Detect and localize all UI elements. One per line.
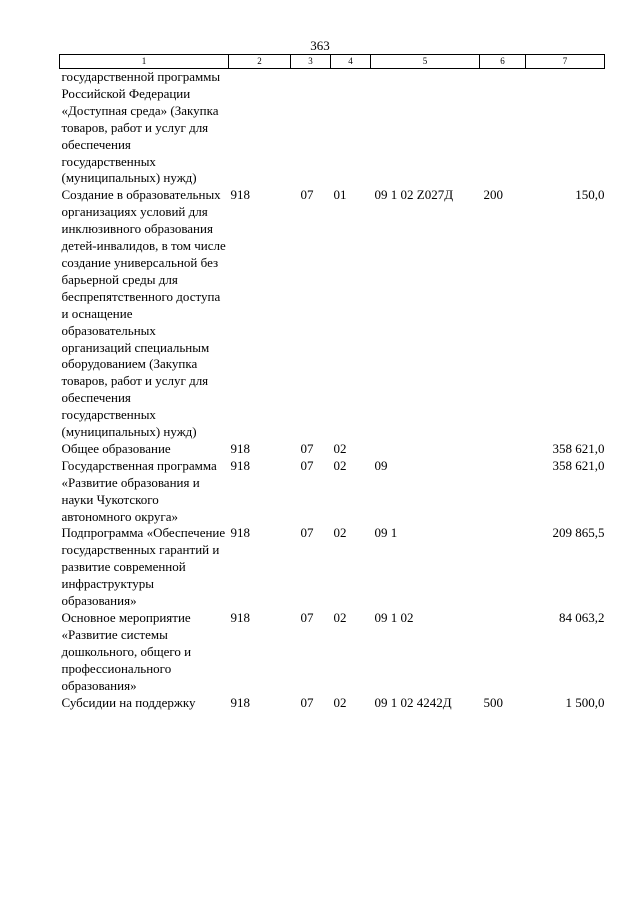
- row-admin-code: 918: [230, 610, 250, 625]
- row-name: государственной программы Российской Федерации «Доступная среда» (Закупка товаров, работ и услуг для обеспечения государственных (муниципальных) нужд): [61, 69, 221, 186]
- table-row: [60, 458, 605, 526]
- row-expense-type: [480, 458, 526, 526]
- row-target-article: 09 1 02: [374, 610, 414, 625]
- row-target-article: 09 1 02 Z027Д: [374, 187, 454, 203]
- row-target-article: 09: [374, 457, 388, 473]
- row-amount: [526, 69, 605, 188]
- row-amount: 358 621,0: [552, 440, 605, 456]
- row-amount: 150,0: [575, 187, 605, 203]
- row-subsection: 02: [333, 694, 347, 710]
- row-name: Субсидии на поддержку: [61, 694, 196, 710]
- row-name: Государственная программа «Развитие образования и науки Чукотского автономного округа»: [61, 457, 217, 524]
- row-admin-code: [229, 69, 291, 188]
- column-number-6: 6: [480, 55, 526, 69]
- row-target-article: 09 1 02 4242Д: [374, 694, 452, 710]
- row-admin-code: 918: [230, 457, 250, 473]
- row-name: Общее образование: [61, 440, 171, 456]
- row-target-article: [371, 69, 480, 188]
- row-admin-code: 918: [230, 694, 250, 710]
- column-number-7: 7: [526, 55, 605, 69]
- row-name: Основное мероприятие «Развитие системы дошкольного, общего и профессионального образования»: [61, 610, 192, 693]
- row-expense-type: 200: [483, 187, 503, 203]
- row-subsection: 02: [333, 610, 347, 625]
- row-section: [291, 69, 331, 188]
- row-target-article: [371, 441, 480, 458]
- row-expense-type: [480, 441, 526, 458]
- row-expense-type: 500: [483, 694, 503, 710]
- row-amount: 1 500,0: [565, 694, 605, 710]
- column-number-3: 3: [291, 55, 331, 69]
- column-number-row: [60, 55, 605, 69]
- row-amount: 358 621,0: [552, 457, 605, 473]
- row-subsection: 02: [333, 525, 347, 541]
- table-row: [60, 695, 605, 712]
- row-subsection: 02: [333, 440, 347, 456]
- budget-table: [59, 54, 605, 711]
- row-name: Подпрограмма «Обеспечение государственных гарантий и развитие современной инфраструктуры образования»: [61, 525, 226, 609]
- row-subsection: 01: [333, 187, 347, 203]
- column-number-1: 1: [60, 55, 229, 69]
- table-row: [60, 610, 605, 695]
- column-number-4: 4: [331, 55, 371, 69]
- table-row: [60, 187, 605, 441]
- row-admin-code: 918: [230, 440, 250, 456]
- row-expense-type: [480, 525, 526, 610]
- row-expense-type: [480, 610, 526, 695]
- table-row: [60, 69, 605, 188]
- row-subsection: 02: [333, 457, 347, 473]
- page-number: 363: [310, 38, 330, 53]
- column-number-5: 5: [371, 55, 480, 69]
- row-section: 07: [300, 525, 314, 541]
- row-expense-type: [480, 69, 526, 188]
- row-section: 07: [300, 457, 314, 473]
- row-name: Создание в образовательных организациях условий для инклюзивного образования детей-инвалидов, в том числе создание универсальной без барьерной среды для беспрепятственного доступа и оснащение образовательных организаций специальным оборудованием (Закупка товаров, работ и услуг для обеспечения государственных (муниципальных) нужд): [61, 187, 226, 440]
- row-admin-code: 918: [230, 187, 250, 203]
- row-section: 07: [300, 187, 314, 203]
- row-subsection: [331, 69, 371, 188]
- row-amount: 209 865,5: [552, 525, 605, 541]
- row-section: 07: [300, 610, 314, 625]
- row-section: 07: [300, 440, 314, 456]
- row-amount: 84 063,2: [559, 610, 605, 625]
- table-row: [60, 441, 605, 458]
- row-admin-code: 918: [230, 525, 250, 541]
- row-section: 07: [300, 694, 314, 710]
- column-number-2: 2: [229, 55, 291, 69]
- table-row: [60, 525, 605, 610]
- row-target-article: 09 1: [374, 525, 398, 541]
